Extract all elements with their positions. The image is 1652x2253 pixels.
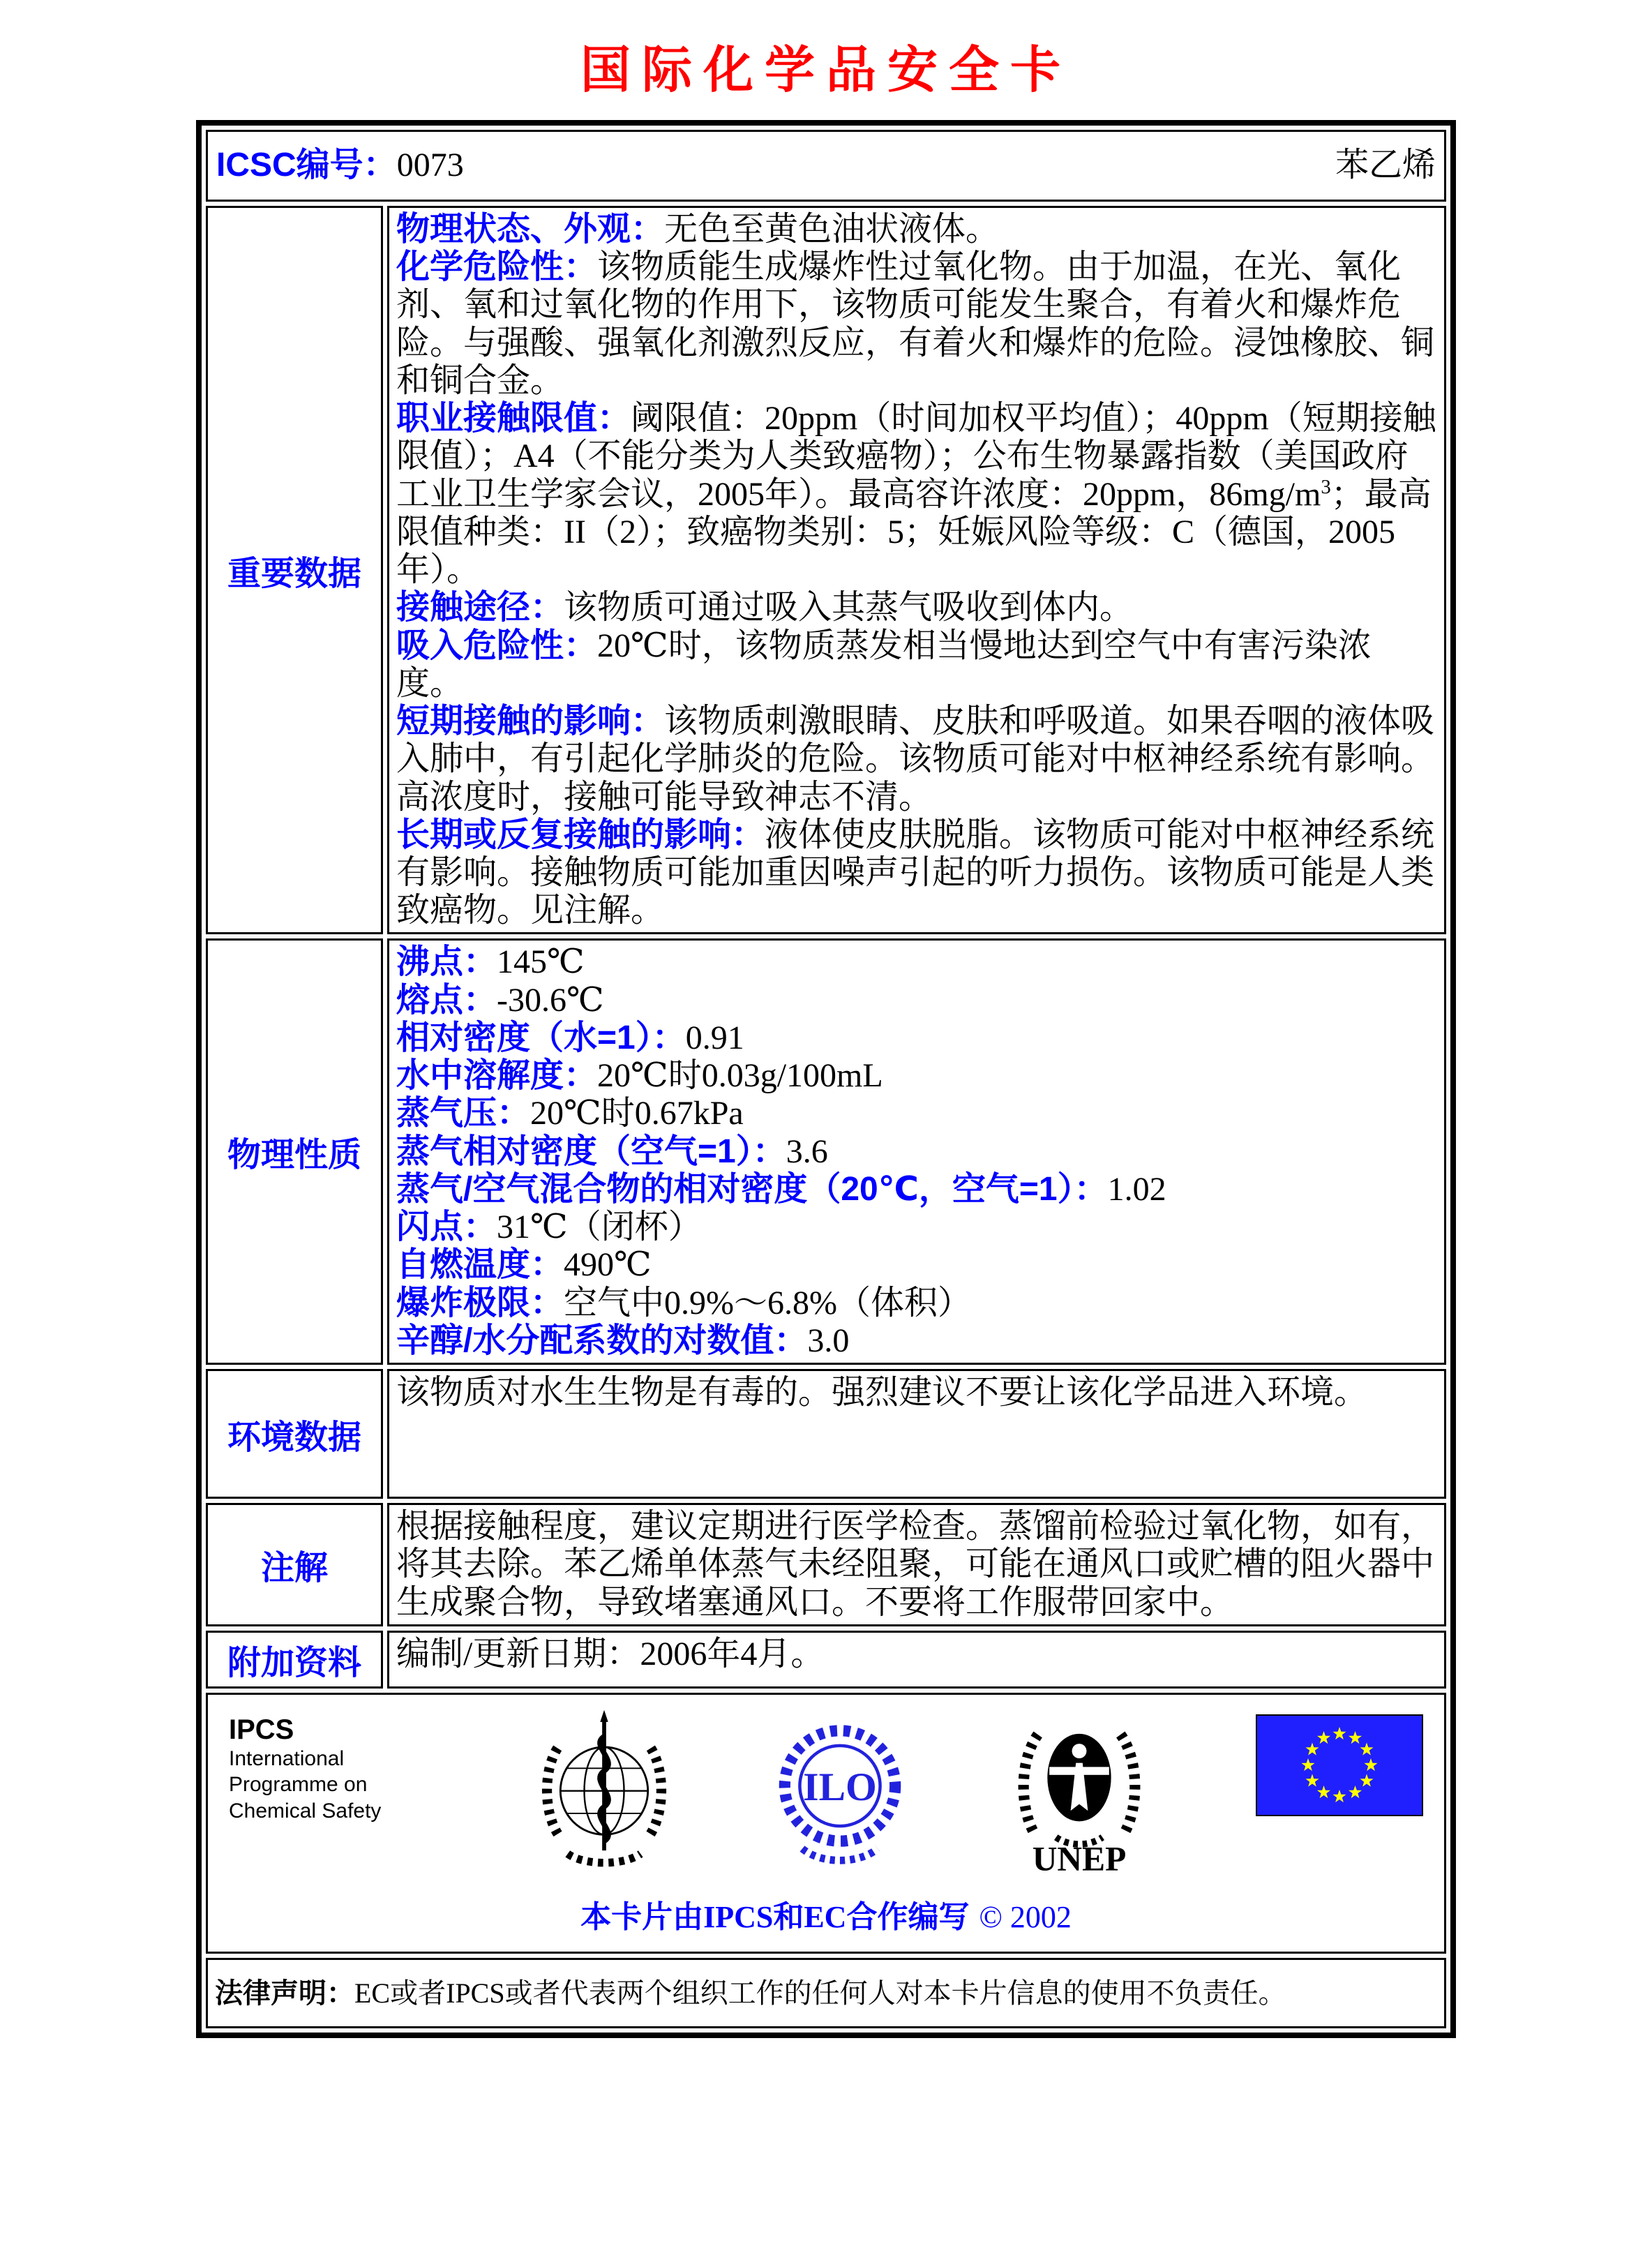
icsc-card-table bbox=[196, 120, 1456, 2038]
entry-inhalation-risk: 吸入危险性：20℃时，该物质蒸发相当慢地达到空气中有害污染浓度。 bbox=[396, 627, 1372, 702]
environmental-data-content bbox=[387, 1369, 1446, 1499]
entry-routes-of-exposure: 接触途径：该物质可通过吸入其蒸气吸收到体内。 bbox=[396, 589, 1134, 627]
section-label-additional-info: 附加资料 bbox=[206, 1631, 383, 1689]
physical-properties-content bbox=[387, 938, 1446, 1365]
entry-relative-density: 相对密度（水=1）：0.91 bbox=[396, 1019, 744, 1056]
legal-notice-row bbox=[206, 1958, 1446, 2028]
section-label-notes: 注解 bbox=[206, 1503, 383, 1626]
environmental-data-text: 该物质对水生生物是有毒的。强烈建议不要让该化学品进入环境。 bbox=[396, 1374, 1368, 1412]
important-data-content bbox=[387, 206, 1446, 934]
additional-info-content: 编制/更新日期：2006年4月。 bbox=[387, 1631, 1446, 1689]
entry-octanol-water-partition: 辛醇/水分配系数的对数值：3.0 bbox=[396, 1322, 850, 1359]
icsc-card-page bbox=[0, 29, 1652, 2038]
entry-boiling-point: 沸点：145℃ bbox=[396, 943, 585, 981]
icsc-number-label: ICSC编号： bbox=[216, 147, 397, 184]
entry-chemical-dangers: 化学危险性：该物质能生成爆炸性过氧化物。由于加温，在光、氧化剂、氧和过氧化物的作用下，该物质可能发生聚合，有着火和爆炸危险。与强酸、强氧化剂激烈反应，有着火和爆炸的危险。浸蚀橡胶、铜和铜合金。 bbox=[396, 248, 1435, 399]
ilo-logo-icon bbox=[777, 1712, 903, 1879]
ipcs-line-1: International bbox=[229, 1746, 345, 1770]
entry-vapour-relative-density: 蒸气相对密度（空气=1）：3.6 bbox=[396, 1132, 828, 1170]
icsc-number-value: 0073 bbox=[396, 147, 464, 184]
ipcs-text-block bbox=[229, 1705, 431, 1825]
eu-flag-wrap bbox=[1256, 1705, 1423, 1816]
unep-logo-icon bbox=[1009, 1705, 1149, 1880]
copyright-year: © 2002 bbox=[979, 1899, 1072, 1934]
entry-melting-point: 熔点：-30.6℃ bbox=[396, 981, 604, 1019]
environmental-data-row bbox=[206, 1369, 1446, 1499]
substance-name: 苯乙烯 bbox=[1335, 147, 1436, 184]
ipcs-line-2: Programme on bbox=[229, 1773, 368, 1797]
section-label-important-data: 重要数据 bbox=[206, 206, 383, 934]
physical-properties-row bbox=[206, 938, 1446, 1365]
entry-water-solubility: 水中溶解度：20℃时0.03g/100mL bbox=[396, 1057, 883, 1095]
section-label-physical-properties: 物理性质 bbox=[206, 938, 383, 1365]
legal-notice-cell bbox=[206, 1958, 1446, 2028]
logos-cell bbox=[206, 1693, 1446, 1954]
entry-vapour-air-mixture-density: 蒸气/空气混合物的相对密度（20℃，空气=1）：1.02 bbox=[396, 1170, 1166, 1208]
legal-notice-label: 法律声明： bbox=[215, 1977, 354, 2009]
ipcs-acronym: IPCS bbox=[229, 1714, 294, 1745]
icsc-number-group bbox=[216, 137, 464, 186]
header-cell bbox=[206, 130, 1446, 202]
entry-vapour-pressure: 蒸气压：20℃时0.67kPa bbox=[396, 1095, 744, 1132]
unep-letters: UNEP bbox=[1032, 1839, 1127, 1878]
entry-short-term-exposure-effects: 短期接触的影响：该物质刺激眼睛、皮肤和呼吸道。如果吞咽的液体吸入肺中，有引起化学肺炎的危险。该物质可能对中枢神经系统有影响。高浓度时，接触可能导致神志不清。 bbox=[396, 703, 1435, 816]
notes-content: 根据接触程度，建议定期进行医学检查。蒸馏前检验过氧化物，如有，将其去除。苯乙烯单体蒸气未经阻聚，可能在通风口或贮槽的阻火器中生成聚合物，导致堵塞通风口。不要将工作服带回家中。 bbox=[387, 1503, 1446, 1626]
copyright-text: 本卡片由IPCS和EC合作编写 bbox=[580, 1899, 970, 1934]
ipcs-line-3: Chemical Safety bbox=[229, 1799, 382, 1822]
additional-info-row bbox=[206, 1631, 1446, 1689]
logos-row bbox=[206, 1693, 1446, 1954]
entry-flash-point: 闪点：31℃（闭杯） bbox=[396, 1208, 702, 1246]
superscript-3: 3 bbox=[1321, 475, 1331, 498]
who-logo-icon bbox=[538, 1705, 670, 1880]
important-data-row bbox=[206, 206, 1446, 934]
entry-occupational-exposure-limits: 职业接触限值：阈限值：20ppm（时间加权平均值）；40ppm（短期接触限值）；A4（不能分类为人类致癌物）；公布生物暴露指数（美国政府工业卫生学家会议，2005年）。最高容许浓度：20ppm，$86mg/m^3$；最高限值种类：II（2）；致癌物类别：5；妊娠风险等级：C（德国，2005年）。 bbox=[396, 400, 1436, 589]
page-title: 国际化学品安全卡 bbox=[580, 43, 1072, 98]
entry-physical-state-appearance: 物理状态、外观：无色至黄色油状液体。 bbox=[396, 211, 1000, 248]
legal-notice-text: EC或者IPCS或者代表两个组织工作的任何人对本卡片信息的使用不负责任。 bbox=[354, 1977, 1286, 2009]
header-row bbox=[206, 130, 1446, 202]
entry-autoignition-temperature: 自燃温度：490℃ bbox=[396, 1246, 652, 1284]
ilo-letters: ILO bbox=[803, 1765, 877, 1809]
eu-flag-icon bbox=[1256, 1714, 1423, 1816]
notes-row bbox=[206, 1503, 1446, 1626]
entry-long-term-exposure-effects: 长期或反复接触的影响：液体使皮肤脱脂。该物质可能对中枢神经系统有影响。接触物质可能加重因噪声引起的听力损伤。该物质可能是人类致癌物。见注解。 bbox=[396, 816, 1435, 929]
entry-explosive-limits: 爆炸极限：空气中0.9%～6.8%（体积） bbox=[396, 1284, 971, 1322]
copyright-line bbox=[226, 1892, 1426, 1936]
section-label-environmental-data: 环境数据 bbox=[206, 1369, 383, 1499]
